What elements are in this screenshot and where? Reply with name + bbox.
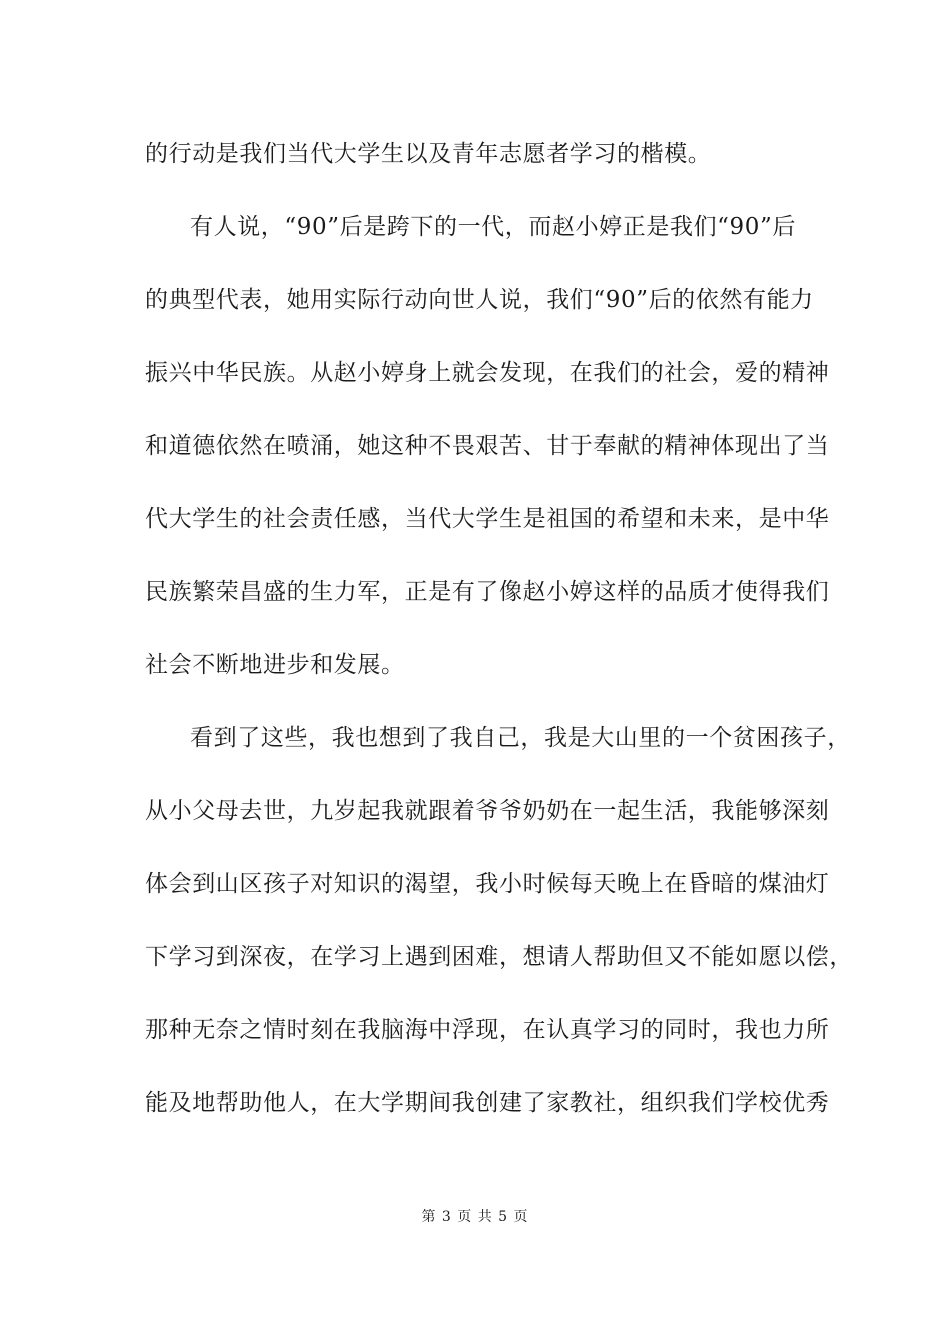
- text-line: 下学习到深夜，在学习上遇到困难，想请人帮助但又不能如愿以偿，: [145, 944, 853, 970]
- text-line: 体会到山区孩子对知识的渴望，我小时候每天晚上在昏暗的煤油灯: [145, 871, 830, 897]
- text-line: 代大学生的社会责任感，当代大学生是祖国的希望和未来，是中华: [145, 506, 830, 532]
- page-number: 第 3 页 共 5 页: [421, 1209, 529, 1225]
- text-line: 看到了这些，我也想到了我自己，我是大山里的一个贫困孩子，: [190, 725, 851, 751]
- text-line: 的典型代表，她用实际行动向世人说，我们“90”后的依然有能力: [145, 287, 814, 313]
- text-line: 能及地帮助他人，在大学期间我创建了家教社，组织我们学校优秀: [145, 1090, 830, 1116]
- text-line: 社会不断地进步和发展。: [145, 652, 405, 678]
- text-line: 有人说，“90”后是跨下的一代，而赵小婷正是我们“90”后: [190, 214, 796, 240]
- text-line: 从小父母去世，九岁起我就跟着爷爷奶奶在一起生活，我能够深刻: [145, 798, 830, 824]
- text-line: 的行动是我们当代大学生以及青年志愿者学习的楷模。: [145, 141, 712, 167]
- text-line: 那种无奈之情时刻在我脑海中浮现，在认真学习的同时，我也力所: [145, 1017, 830, 1043]
- text-line: 振兴中华民族。从赵小婷身上就会发现，在我们的社会，爱的精神: [145, 360, 830, 386]
- text-line: 和道德依然在喷涌，她这种不畏艰苦、甘于奉献的精神体现出了当: [145, 433, 830, 459]
- text-line: 民族繁荣昌盛的生力军，正是有了像赵小婷这样的品质才使得我们: [145, 579, 830, 605]
